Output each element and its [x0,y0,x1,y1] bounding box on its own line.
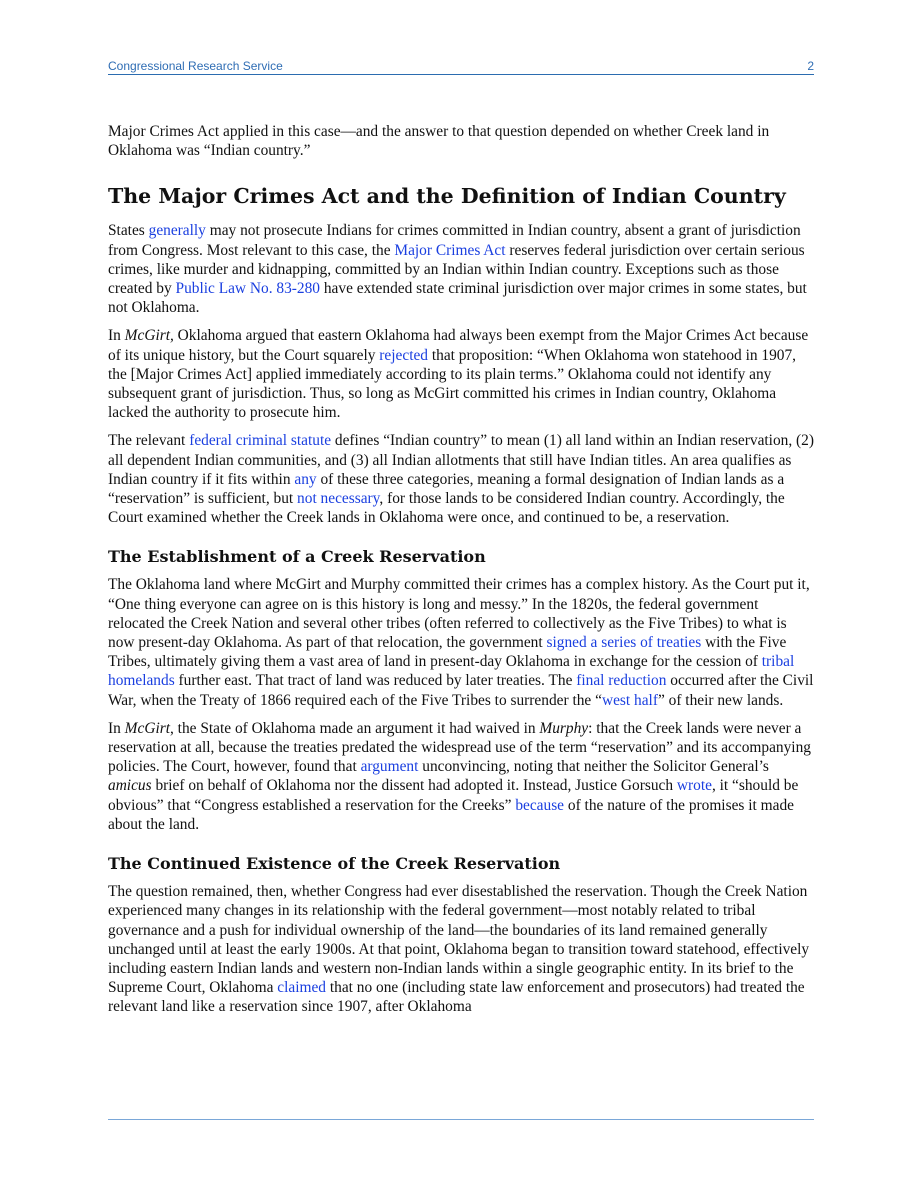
paragraph-mcgirt-waived-argument [108,719,814,834]
link-because[interactable]: because [515,796,565,814]
link-generally[interactable]: generally [148,222,206,240]
paragraph-question-remained [108,882,814,1016]
link-any[interactable]: any [294,470,317,488]
paragraph-text: that no one (including state law enforcement and prosecutors) had treated the relevant land like a reservation since 1907, after Oklahoma [108,979,805,1016]
paragraph-text: that proposition: “When Oklahoma won statehood in 1907, the [Major Crimes Act] applied immediately according to its plain terms.” Oklahoma could not identify any subsequent grant of jurisdiction. Thus, so long as McGirt committed his crimes in Indian country, Oklahoma lacked the authority to prosecute him. [108,346,797,422]
link-public-law-83-280[interactable]: Public Law No. 83-280 [175,280,320,298]
paragraph-text: The Oklahoma land where McGirt and Murphy committed their crimes has a complex history. As the Court put it, “One thing everyone can agree on is this history is long and messy.” In the 1820s, the federal government relocated the Creek Nation and several other tribes (often referred to collectively as the Five Tribes) to what is now present-day Oklahoma. As part of that relocation, the government [108,576,810,652]
paragraph-text: , the State of Oklahoma made an argument it had waived in [169,719,540,737]
paragraph-states-generally [108,221,814,317]
paragraph-text: ” of their new lands. [657,691,784,709]
paragraph-text: The relevant [108,432,190,450]
footer-divider [108,1119,814,1120]
paragraph-text: Major Crimes Act applied in this case—and the answer to that question depended on whether Creek land in Oklahoma was “Indian country.” [108,123,770,160]
paragraph-text: , it “should be obvious” that “Congress established a reservation for the Creeks” [108,777,799,814]
paragraph-mcgirt-argued [108,326,814,422]
paragraph-text: may not prosecute Indians for crimes committed in Indian country, absent a grant of jurisdiction from Congress. Most relevant to this case, the [108,222,801,259]
link-rejected[interactable]: rejected [379,346,428,364]
page-header [108,58,814,75]
paragraph-text: reserves federal jurisdiction over certain serious crimes, like murder and kidnapping, committed by an Indian within Indian country. Exceptions such as those created by [108,241,805,298]
paragraph-text: The question remained, then, whether Congress had ever disestablished the reservation. Though the Creek Nation experienced many changes in its relationship with the federal government—most notably related to tribal governance and a push for individual ownership of the land—the boundaries of its land remained generally unchanged until at least the early 1900s. At that point, Oklahoma began to transition toward statehood, effectively including eastern Indian lands and western non-Indian lands within a single geographic entity. In its brief to the Supreme Court, Oklahoma [108,883,810,997]
paragraph-text: : that the Creek lands were never a reservation at all, because the treaties predated the widespread use of the term “reservation” and its accompanying policies. The Court, however, found that [108,719,811,776]
link-not-necessary[interactable]: not necessary [297,490,380,508]
paragraph-text: have extended state criminal jurisdiction over major crimes in some states, but not Oklahoma. [108,280,807,317]
link-argument[interactable]: argument [360,758,419,776]
paragraph-intro [108,122,814,160]
link-claimed[interactable]: claimed [277,979,326,997]
paragraph-text: In [108,719,125,737]
subsection-heading-establishment: The Establishment of a Creek Reservation [108,547,486,567]
paragraph-text: of the nature of the promises it made about the land. [108,796,794,833]
term-italic: amicus [108,777,152,795]
section-heading-major-crimes: The Major Crimes Act and the Definition of Indian Country [108,184,786,209]
case-name-italic: McGirt [124,719,170,737]
link-tribal-homelands[interactable]: tribal homelands [108,653,795,690]
link-signed-series-of-treaties[interactable]: signed a series of treaties [546,634,702,652]
case-name-italic: McGirt, [124,327,174,345]
paragraph-text: of these three categories, meaning a formal designation of Indian lands as a “reservation” is sufficient, but [108,470,785,508]
paragraph-text: States [108,222,149,240]
link-major-crimes-act[interactable]: Major Crimes Act [394,241,506,259]
paragraph-text: with the Five Tribes, ultimately giving them a vast area of land in present-day Oklahoma in exchange for the cession of [108,634,787,671]
paragraph-relevant-statute [108,431,814,527]
paragraph-text: further east. That tract of land was reduced by later treaties. The [174,672,577,690]
paragraph-text: , for those lands to be considered Indian country. Accordingly, the Court examined whether the Creek lands in Oklahoma were once, and continued to be, a reservation. [108,490,785,527]
paragraph-text: unconvincing, noting that neither the Solicitor General’s [418,758,769,776]
paragraph-text: occurred after the Civil War, when the Treaty of 1866 required each of the Five Tribes to surrender the “ [108,672,814,709]
link-federal-criminal-statute[interactable]: federal criminal statute [189,432,332,450]
paragraph-text: Oklahoma argued that eastern Oklahoma had always been exempt from the Major Crimes Act because of its unique history, but the Court squarely [108,327,809,364]
paragraph-text: brief on behalf of Oklahoma nor the dissent had adopted it. Instead, Justice Gorsuch [151,777,677,795]
header-page-number: 2 [807,59,814,73]
paragraph-text: In [108,327,125,345]
case-name-italic: Murphy [539,719,589,737]
body-content [108,122,814,1026]
link-wrote[interactable]: wrote [676,777,712,795]
paragraph-text: defines “Indian country” to mean (1) all land within an Indian reservation, (2) all dependent Indian communities, and (3) all Indian allotments that still have Indian titles. An area qualifies as Indian country if it fits within [108,432,814,488]
header-org-name: Congressional Research Service [108,59,283,73]
subsection-heading-continued-existence: The Continued Existence of the Creek Reservation [108,854,561,874]
paragraph-oklahoma-land-history [108,575,814,709]
link-final-reduction[interactable]: final reduction [576,672,667,690]
link-west-half[interactable]: west half [601,691,658,709]
